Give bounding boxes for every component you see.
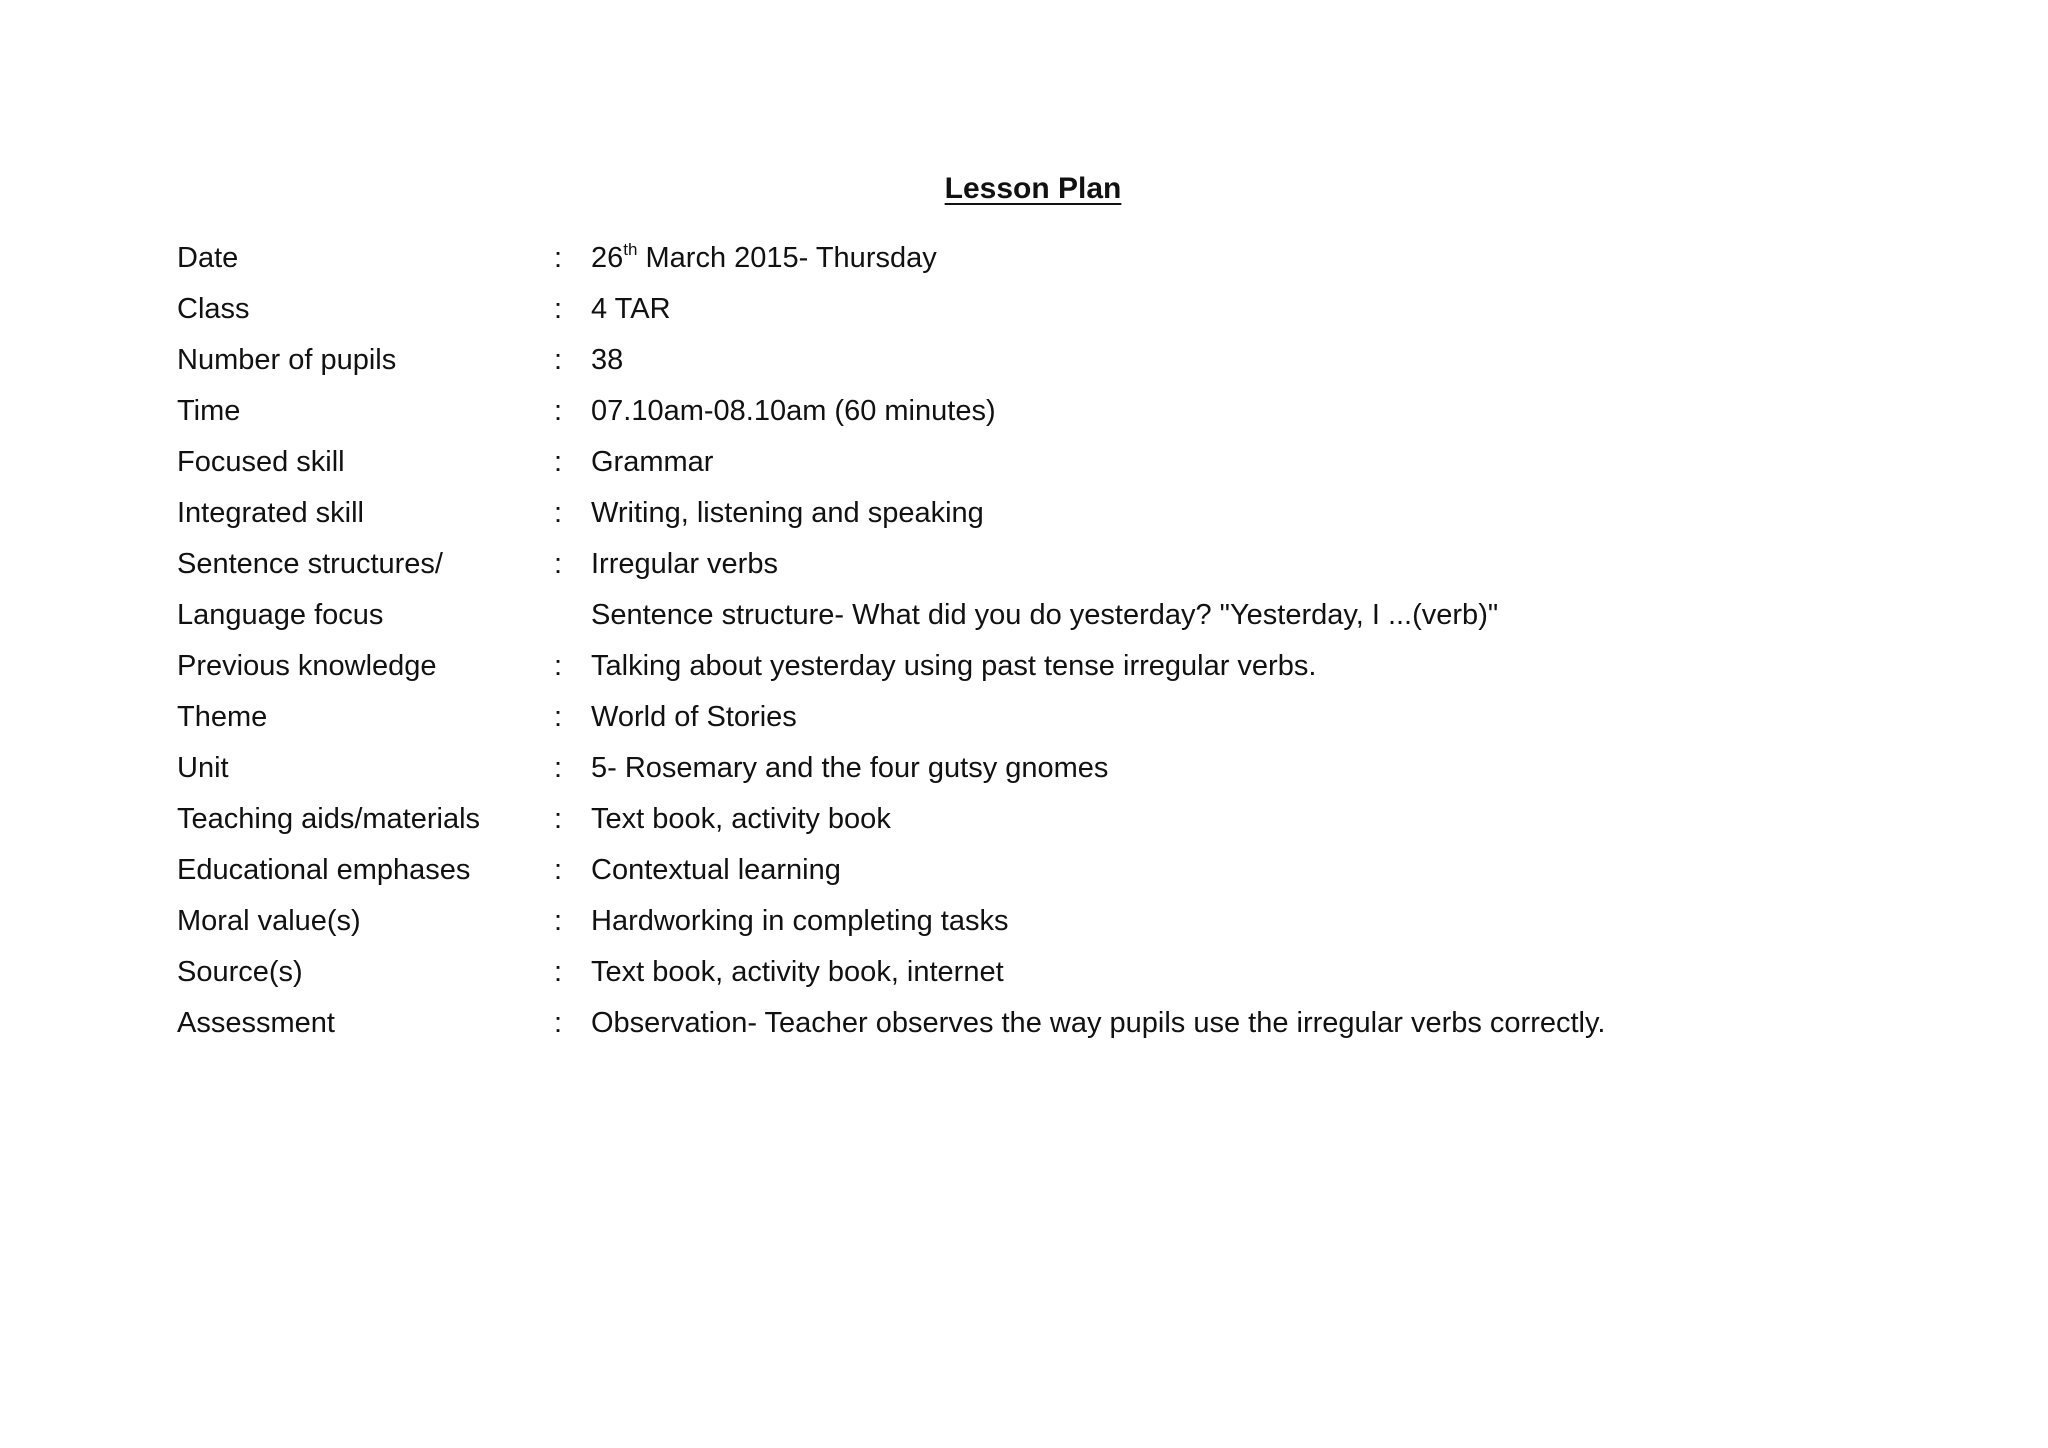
detail-row xyxy=(177,646,1937,697)
detail-label: Previous knowledge xyxy=(177,650,437,682)
detail-label: Time xyxy=(177,395,241,427)
detail-label: Language focus xyxy=(177,599,384,631)
detail-row xyxy=(177,340,1937,391)
detail-value: 5- Rosemary and the four gutsy gnomes xyxy=(591,752,1109,784)
detail-colon: : xyxy=(554,650,563,682)
detail-value: Writing, listening and speaking xyxy=(591,497,984,529)
detail-value: Hardworking in completing tasks xyxy=(591,905,1009,937)
detail-value: Contextual learning xyxy=(591,854,841,886)
detail-colon: : xyxy=(554,752,563,784)
date-rest: March 2015- Thursday xyxy=(637,242,937,274)
detail-colon: : xyxy=(554,548,563,580)
detail-label: Assessment xyxy=(177,1007,335,1039)
detail-value: 07.10am-08.10am (60 minutes) xyxy=(591,395,996,427)
date-day: 26 xyxy=(591,242,624,274)
detail-value: World of Stories xyxy=(591,701,797,733)
detail-value: Grammar xyxy=(591,446,714,478)
detail-row xyxy=(177,442,1937,493)
detail-colon: : xyxy=(554,446,563,478)
detail-colon: : xyxy=(554,803,563,835)
detail-value: 4 TAR xyxy=(591,293,671,325)
detail-label: Teaching aids/materials xyxy=(177,803,481,835)
detail-label: Sentence structures/ xyxy=(177,548,443,580)
detail-colon: : xyxy=(554,1007,563,1039)
detail-label: Theme xyxy=(177,701,268,733)
detail-colon: : xyxy=(554,956,563,988)
lesson-details xyxy=(177,238,1937,1054)
detail-row xyxy=(177,952,1937,1003)
detail-label: Unit xyxy=(177,752,229,784)
detail-colon: : xyxy=(554,293,563,325)
detail-value xyxy=(591,238,937,278)
detail-label: Educational emphases xyxy=(177,854,471,886)
detail-value: 38 xyxy=(591,344,624,376)
detail-colon: : xyxy=(554,242,563,274)
detail-row xyxy=(177,544,1937,595)
detail-label: Number of pupils xyxy=(177,344,397,376)
detail-label: Moral value(s) xyxy=(177,905,361,937)
detail-value: Talking about yesterday using past tense irregular verbs. xyxy=(591,650,1317,682)
detail-colon: : xyxy=(554,854,563,886)
detail-colon: : xyxy=(554,905,563,937)
detail-row xyxy=(177,901,1937,952)
date-ordinal-suffix: th xyxy=(623,240,638,259)
detail-value: Irregular verbs xyxy=(591,548,778,580)
detail-row xyxy=(177,595,1937,646)
detail-row xyxy=(177,748,1937,799)
detail-row-date xyxy=(177,238,1937,289)
detail-label: Class xyxy=(177,293,250,325)
detail-colon: : xyxy=(554,701,563,733)
detail-label: Integrated skill xyxy=(177,497,364,529)
page-title: Lesson Plan xyxy=(944,172,1122,205)
detail-label: Date xyxy=(177,242,239,274)
detail-row xyxy=(177,391,1937,442)
detail-colon: : xyxy=(554,344,563,376)
detail-value: Observation- Teacher observes the way pupils use the irregular verbs correctly. xyxy=(591,1007,1606,1039)
detail-colon: : xyxy=(554,395,563,427)
detail-row xyxy=(177,493,1937,544)
detail-colon: : xyxy=(554,497,563,529)
detail-value: Text book, activity book xyxy=(591,803,891,835)
detail-label: Focused skill xyxy=(177,446,345,478)
detail-value: Text book, activity book, internet xyxy=(591,956,1004,988)
detail-label: Source(s) xyxy=(177,956,303,988)
detail-row xyxy=(177,799,1937,850)
detail-value: Sentence structure- What did you do yesterday? "Yesterday, I ...(verb)" xyxy=(591,599,1499,631)
detail-row xyxy=(177,697,1937,748)
detail-row xyxy=(177,850,1937,901)
detail-row xyxy=(177,1003,1937,1054)
detail-row xyxy=(177,289,1937,340)
